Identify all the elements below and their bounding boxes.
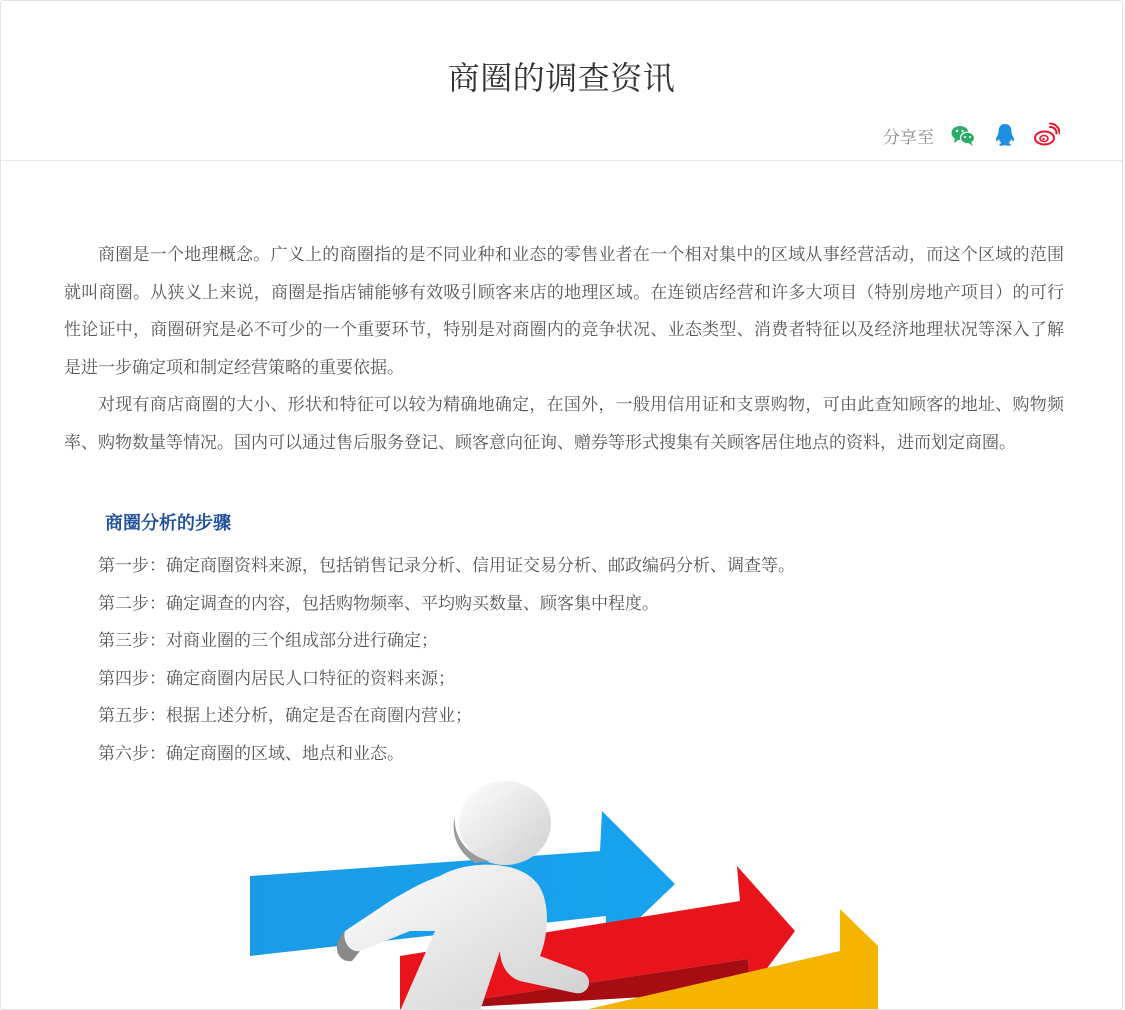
step-item: 第二步：确定调查的内容，包括购物频率、平均购买数量、顾客集中程度。 xyxy=(98,593,659,614)
step-item: 第四步：确定商圈内居民人口特征的资料来源； xyxy=(98,668,455,689)
qq-icon[interactable] xyxy=(992,122,1018,148)
article-header xyxy=(1,1,1122,161)
share-label: 分享至 xyxy=(883,127,934,148)
share-bar xyxy=(883,121,1060,149)
step-item: 第六步：确定商圈的区域、地点和业态。 xyxy=(98,743,404,764)
wechat-icon[interactable] xyxy=(950,122,976,148)
section-heading: 商圈分析的步骤 xyxy=(105,513,231,534)
weibo-icon[interactable] xyxy=(1034,122,1060,148)
step-item: 第三步：对商业圈的三个组成部分进行确定； xyxy=(98,631,438,651)
step-item: 第五步：根据上述分析，确定是否在商圈内营业； xyxy=(98,706,472,726)
steps-list xyxy=(64,548,1064,773)
article-body xyxy=(64,237,1064,764)
intro-paragraph: 商圈是一个地理概念。广义上的商圈指的是不同业种和业态的零售业者在一个相对集中的区域从事经营活动，而这个区域的范围就叫商圈。从狭义上来说，商圈是指店铺能够有效吸引顾客来店的地理区域。在连锁店经营和许多大项目（特别房地产项目）的可行性论证中，商圈研究是必不可少的一个重要环节，特别是对商圈内的竞争状况、业态类型、消费者特征以及经济地理状况等深入了解是进一步确定项和制定经营策略的重要依据。 xyxy=(64,245,1064,378)
detail-paragraph: 对现有商店商圈的大小、形状和特征可以较为精确地确定，在国外，一般用信用证和支票购物，可由此查知顾客的地址、购物频率、购物数量等情况。国内可以通过售后服务登记、顾客意向征询、赠券等形式搜集有关顾客居住地点的资料，进而划定商圈。 xyxy=(64,395,1064,453)
step-item: 第一步：确定商圈资料来源，包括销售记录分析、信用证交易分析、邮政编码分析、调查等。 xyxy=(98,556,795,576)
article-title: 商圈的调查资讯 xyxy=(447,59,676,97)
running-figure-arrows-illustration xyxy=(250,781,878,1010)
